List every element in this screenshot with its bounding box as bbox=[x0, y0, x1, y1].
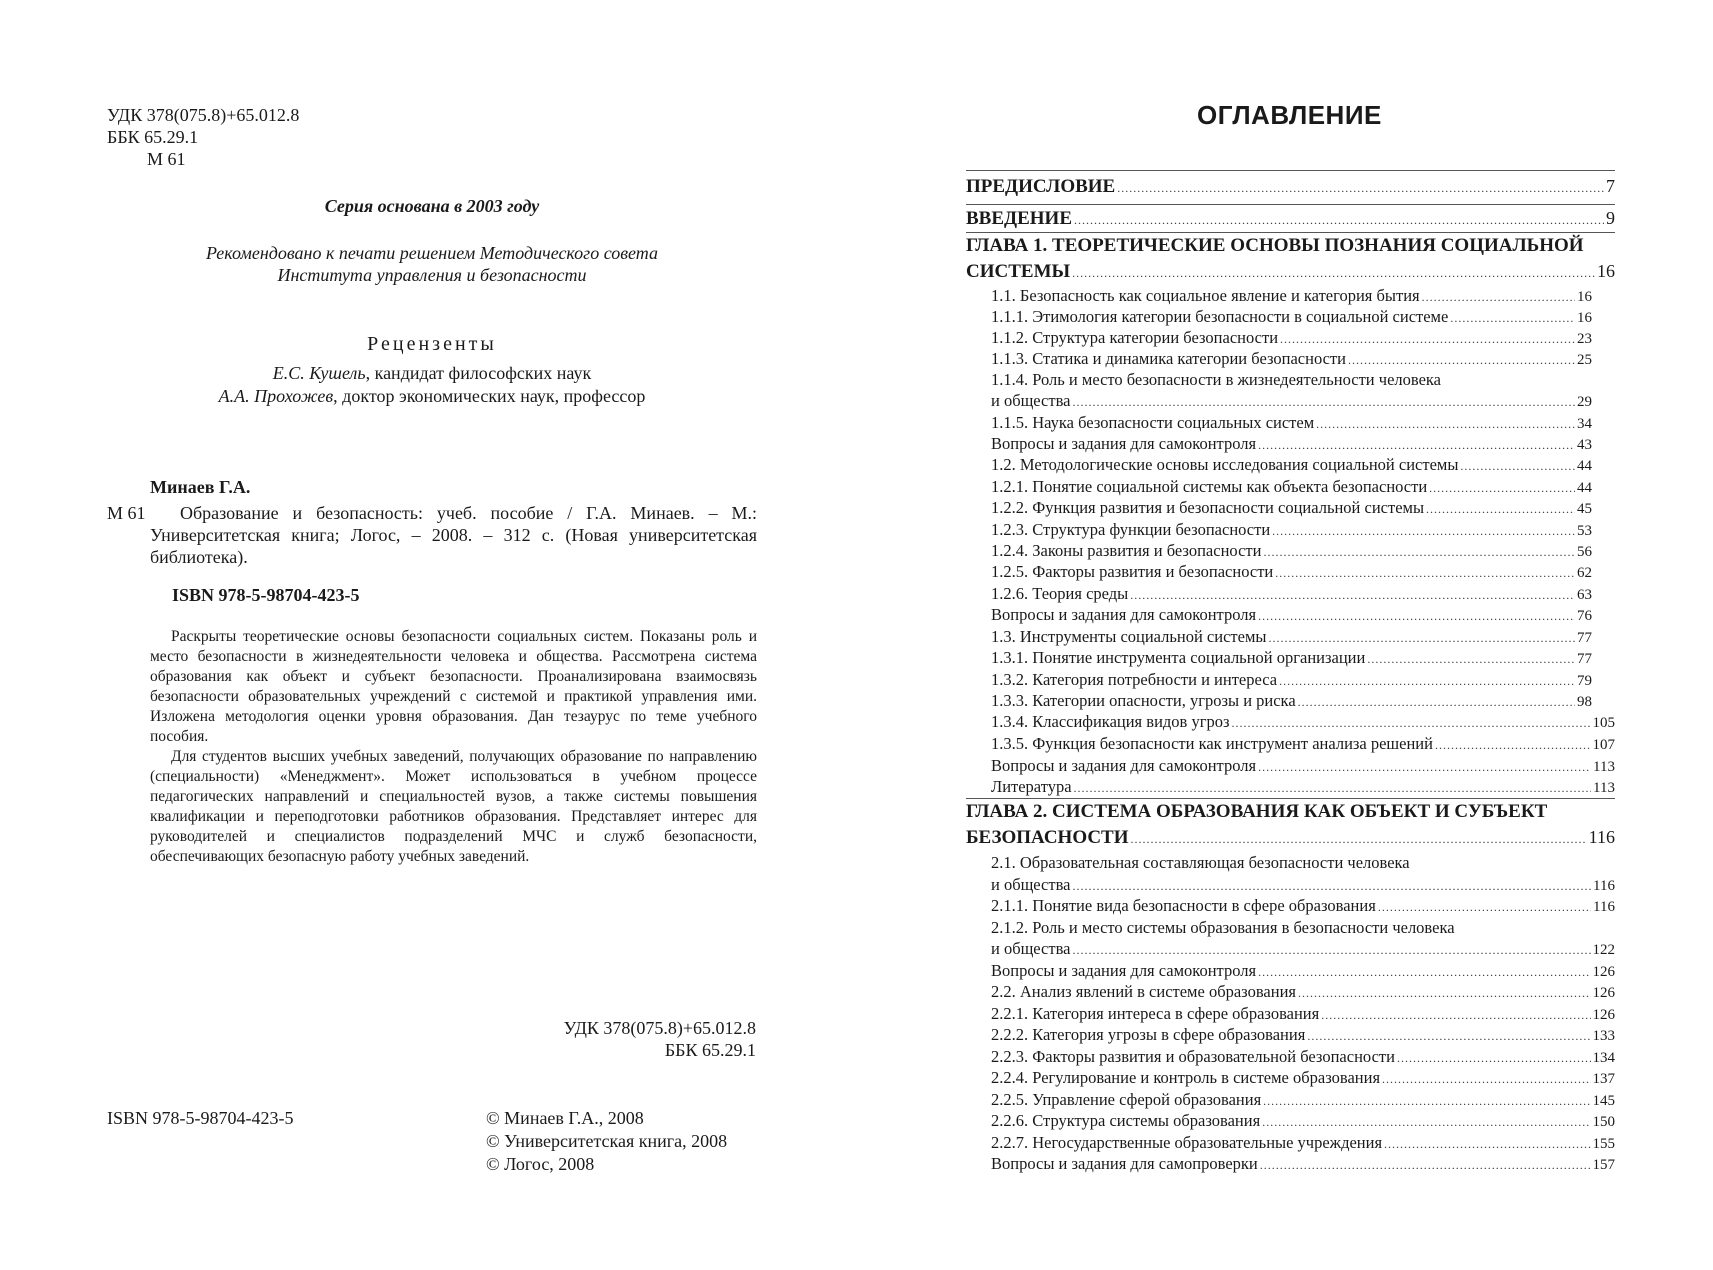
leader-dots bbox=[1260, 1155, 1591, 1176]
toc-heading: ОГЛАВЛЕНИЕ bbox=[1197, 100, 1382, 130]
recommended-line-2: Института управления и безопасности bbox=[277, 265, 587, 285]
toc-entry[interactable] bbox=[966, 827, 1615, 850]
toc-entry-title: Вопросы и задания для самоконтроля bbox=[991, 756, 1257, 775]
toc-entry-title: 2.2.7. Негосударственные образовательные учреждения bbox=[991, 1133, 1383, 1152]
toc-entry-title-line-1: 2.1. Образовательная составляющая безопасности человека bbox=[991, 853, 1410, 872]
divider bbox=[966, 232, 1615, 233]
leader-dots bbox=[1268, 628, 1575, 649]
toc-entry[interactable] bbox=[991, 626, 1592, 649]
toc-entry-page: 63 bbox=[1577, 587, 1592, 603]
toc-entry-title: ПРЕДИСЛОВИЕ bbox=[966, 176, 1116, 197]
bib-code: М 61 bbox=[107, 503, 146, 523]
bib-line-1: Образование и безопасность: учеб. пособие / Г.А. Минаев. – М.: bbox=[180, 503, 757, 523]
toc-entry-title-line-1: ГЛАВА 2. СИСТЕМА ОБРАЗОВАНИЯ КАК ОБЪЕКТ И СУБЪЕКТ bbox=[966, 801, 1548, 822]
leader-dots bbox=[1460, 456, 1575, 477]
toc-entry[interactable] bbox=[991, 1110, 1615, 1133]
toc-entry-title: 1.2.6. Теория среды bbox=[991, 584, 1129, 603]
bib-rest: Университетская книга; Логос, – 2008. – 312 с. (Новая университетская библиотека). bbox=[150, 525, 757, 567]
toc-entry[interactable] bbox=[991, 348, 1592, 371]
leader-dots bbox=[1074, 778, 1592, 799]
reviewer-1-title: , кандидат философских наук bbox=[365, 363, 592, 383]
leader-dots bbox=[1279, 671, 1575, 692]
leader-dots bbox=[1263, 542, 1575, 563]
toc-entry-page: 134 bbox=[1592, 1050, 1615, 1066]
toc-entry-title: 1.2.3. Структура функции безопасности bbox=[991, 520, 1271, 539]
toc-entry-page: 126 bbox=[1592, 985, 1615, 1001]
toc-entry-title: 1.3.3. Категории опасности, угрозы и риска bbox=[991, 691, 1296, 710]
leader-dots bbox=[1298, 692, 1575, 713]
toc-entry-page: 105 bbox=[1592, 715, 1615, 731]
toc-entry[interactable] bbox=[991, 540, 1592, 563]
toc-entry-page: 77 bbox=[1577, 651, 1592, 667]
toc-entry[interactable] bbox=[991, 1046, 1615, 1069]
leader-dots bbox=[1275, 563, 1575, 584]
author-name: Минаев Г.А. bbox=[150, 477, 251, 497]
toc-entry-title: Вопросы и задания для самоконтроля bbox=[991, 605, 1257, 624]
toc-entry-page: 137 bbox=[1592, 1071, 1615, 1087]
leader-dots bbox=[1378, 897, 1591, 918]
toc-entry-title: СИСТЕМЫ bbox=[966, 261, 1071, 282]
toc-entry-title: 1.1.5. Наука безопасности социальных систем bbox=[991, 413, 1315, 432]
divider bbox=[966, 170, 1615, 171]
toc-entry-title: 2.2.4. Регулирование и контроль в системе образования bbox=[991, 1068, 1381, 1087]
toc-entry-title: Вопросы и задания для самопроверки bbox=[991, 1154, 1258, 1173]
toc-entry-page: 116 bbox=[1593, 899, 1615, 915]
leader-dots bbox=[1426, 499, 1575, 520]
toc-entry-title-line-1: 1.1.4. Роль и место безопасности в жизнедеятельности человека bbox=[991, 370, 1441, 389]
toc-entry-title: 1.1.2. Структура категории безопасности bbox=[991, 328, 1279, 347]
toc-entry-page: 122 bbox=[1592, 942, 1615, 958]
toc-entry-title: 2.2.1. Категория интереса в сфере образования bbox=[991, 1004, 1320, 1023]
bibliographic-record bbox=[107, 502, 757, 568]
toc-entry-title-line-1: ГЛАВА 1. ТЕОРЕТИЧЕСКИЕ ОСНОВЫ ПОЗНАНИЯ СОЦИАЛЬНОЙ bbox=[966, 235, 1584, 256]
toc-entry-page: 44 bbox=[1577, 458, 1592, 474]
toc-entry[interactable] bbox=[966, 261, 1615, 284]
toc-entry-page: 155 bbox=[1592, 1136, 1615, 1152]
toc-entry[interactable] bbox=[991, 1089, 1615, 1112]
leader-dots bbox=[1450, 308, 1575, 329]
toc-entry[interactable] bbox=[991, 583, 1592, 606]
series-note: Серия основана в 2003 году bbox=[324, 196, 540, 216]
toc-entry-page: 43 bbox=[1577, 437, 1592, 453]
leader-dots bbox=[1397, 1048, 1591, 1069]
toc-entry-title: и общества bbox=[991, 391, 1071, 410]
toc-entry-page: 113 bbox=[1593, 759, 1615, 775]
toc-entry-page: 157 bbox=[1592, 1157, 1615, 1173]
toc-entry[interactable] bbox=[991, 497, 1592, 520]
toc-entry[interactable] bbox=[991, 895, 1615, 918]
bbk-code: ББК 65.29.1 bbox=[107, 127, 199, 147]
leader-dots bbox=[1272, 521, 1575, 542]
toc-entry-page: 23 bbox=[1577, 331, 1592, 347]
toc-entry-title: 1.2.5. Факторы развития и безопасности bbox=[991, 562, 1274, 581]
toc-entry[interactable] bbox=[991, 306, 1592, 329]
divider bbox=[966, 204, 1615, 205]
leader-dots bbox=[1422, 287, 1575, 308]
reviewer-2-title: , доктор экономических наук, профессор bbox=[333, 386, 646, 406]
toc-entry-title: 1.1. Безопасность как социальное явление и категория бытия bbox=[991, 286, 1420, 305]
toc-entry-title: 2.2. Анализ явлений в системе образования bbox=[991, 982, 1296, 1001]
toc-entry[interactable] bbox=[991, 938, 1615, 961]
toc-entry-page: 7 bbox=[1606, 176, 1615, 196]
bottom-udk: УДК 378(075.8)+65.012.8 bbox=[563, 1018, 756, 1038]
toc-entry-title: ВВЕДЕНИЕ bbox=[966, 208, 1072, 229]
recommended-line-1: Рекомендовано к печати решением Методического совета bbox=[205, 243, 659, 263]
toc-entry-title: 1.2.1. Понятие социальной системы как объекта безопасности bbox=[991, 477, 1428, 496]
leader-dots bbox=[1074, 210, 1604, 231]
leader-dots bbox=[1263, 1091, 1590, 1112]
leader-dots bbox=[1321, 1005, 1590, 1026]
toc-entry-page: 16 bbox=[1577, 289, 1592, 305]
toc-entry-title: 2.2.2. Категория угрозы в сфере образования bbox=[991, 1025, 1306, 1044]
toc-entry-page: 25 bbox=[1577, 352, 1592, 368]
toc-entry[interactable] bbox=[991, 1067, 1615, 1090]
leader-dots bbox=[1258, 435, 1575, 456]
divider bbox=[966, 798, 1615, 799]
leader-dots bbox=[1072, 392, 1575, 413]
abstract bbox=[150, 627, 757, 867]
toc-entry[interactable] bbox=[991, 1153, 1615, 1176]
toc-entry-page: 116 bbox=[1588, 827, 1615, 847]
toc-entry[interactable] bbox=[991, 1024, 1615, 1047]
toc-entry[interactable] bbox=[966, 208, 1615, 231]
leader-dots bbox=[1258, 962, 1590, 983]
leader-dots bbox=[1367, 649, 1575, 670]
leader-dots bbox=[1307, 1026, 1590, 1047]
toc-entry[interactable] bbox=[991, 776, 1615, 799]
toc-entry[interactable] bbox=[991, 755, 1615, 778]
toc-entry-title: Вопросы и задания для самоконтроля bbox=[991, 434, 1257, 453]
toc-entry-page: 98 bbox=[1577, 694, 1592, 710]
toc-entry-page: 29 bbox=[1577, 394, 1592, 410]
toc-entry-page: 113 bbox=[1593, 780, 1615, 796]
toc-entry-title: 1.2. Методологические основы исследования социальной системы bbox=[991, 455, 1459, 474]
toc-entry-title-line-1: 2.1.2. Роль и место системы образования в безопасности человека bbox=[991, 918, 1455, 937]
toc-entry-page: 45 bbox=[1577, 501, 1592, 517]
toc-entry-page: 126 bbox=[1592, 964, 1615, 980]
toc-entry-title: и общества bbox=[991, 939, 1071, 958]
leader-dots bbox=[1258, 606, 1575, 627]
toc-entry-page: 16 bbox=[1577, 310, 1592, 326]
toc-entry[interactable] bbox=[991, 711, 1615, 734]
abstract-paragraph-1: Раскрыты теоретические основы безопасности социальных систем. Показаны роль и место безопасности в жизнедеятельности человека и общества. Рассмотрена система образования как объект и субъект безопасности. Проанализирована взаимосвязь безопасности образовательных учреждений с системой и практикой управления ими. Изложена методология оценки уровня образования. Дан тезаурус по теме учебного пособия. bbox=[150, 628, 757, 745]
toc-entry[interactable] bbox=[991, 327, 1592, 350]
toc-entry[interactable] bbox=[991, 874, 1615, 897]
toc-entry-title: 1.3.5. Функция безопасности как инструмент анализа решений bbox=[991, 734, 1433, 753]
leader-dots bbox=[1429, 478, 1575, 499]
toc-entry-title: 1.2.2. Функция развития и безопасности социальной системы bbox=[991, 498, 1425, 517]
toc-entry-title: 2.1.1. Понятие вида безопасности в сфере образования bbox=[991, 896, 1376, 915]
toc-entry[interactable] bbox=[991, 519, 1592, 542]
toc-entry-page: 53 bbox=[1577, 523, 1592, 539]
reviewer-1 bbox=[107, 362, 757, 384]
toc-entry[interactable] bbox=[966, 176, 1615, 199]
toc-entry-page: 77 bbox=[1577, 630, 1592, 646]
toc-entry-title: Литература bbox=[991, 777, 1072, 796]
toc-entry-page: 76 bbox=[1577, 608, 1592, 624]
copyright-publisher: © Университетская книга, 2008 bbox=[486, 1131, 728, 1151]
toc-entry[interactable] bbox=[991, 412, 1592, 435]
toc-entry-title: 1.1.3. Статика и динамика категории безопасности bbox=[991, 349, 1346, 368]
toc-entry[interactable] bbox=[991, 561, 1592, 584]
author-mark: М 61 bbox=[147, 149, 186, 169]
leader-dots bbox=[1435, 735, 1591, 756]
toc-entry-page: 34 bbox=[1577, 416, 1592, 432]
toc-entry[interactable] bbox=[991, 604, 1592, 627]
leader-dots bbox=[1316, 414, 1575, 435]
leader-dots bbox=[1298, 983, 1591, 1004]
leader-dots bbox=[1384, 1134, 1590, 1155]
toc-entry-page: 150 bbox=[1592, 1114, 1615, 1130]
toc-entry-title: 2.2.3. Факторы развития и образовательной безопасности bbox=[991, 1047, 1395, 1066]
toc-entry-title: 1.3. Инструменты социальной системы bbox=[991, 627, 1267, 646]
toc-entry[interactable] bbox=[991, 1132, 1615, 1155]
toc-entry[interactable] bbox=[991, 647, 1592, 670]
toc-entry-page: 133 bbox=[1592, 1028, 1615, 1044]
leader-dots bbox=[1130, 585, 1575, 606]
toc-entry-page: 56 bbox=[1577, 544, 1592, 560]
toc-entry-page: 62 bbox=[1577, 565, 1592, 581]
leader-dots bbox=[1258, 757, 1591, 778]
toc-entry-title: 2.2.5. Управление сферой образования bbox=[991, 1090, 1262, 1109]
leader-dots bbox=[1072, 940, 1590, 961]
toc-entry-title: 2.2.6. Структура системы образования bbox=[991, 1111, 1261, 1130]
toc-entry-title: 1.2.4. Законы развития и безопасности bbox=[991, 541, 1262, 560]
bottom-bbk: ББК 65.29.1 bbox=[664, 1040, 756, 1060]
leader-dots bbox=[1232, 713, 1591, 734]
reviewer-2-name: А.А. Прохожев bbox=[218, 386, 334, 406]
toc-entry[interactable] bbox=[991, 285, 1592, 308]
copyright-author: © Минаев Г.А., 2008 bbox=[486, 1108, 644, 1128]
toc-entry-title: и общества bbox=[991, 875, 1071, 894]
toc-entry-title: 1.1.1. Этимология категории безопасности в социальной системе bbox=[991, 307, 1449, 326]
toc-entry-page: 44 bbox=[1577, 480, 1592, 496]
copyright-logos: © Логос, 2008 bbox=[486, 1154, 595, 1174]
toc-entry[interactable] bbox=[991, 690, 1592, 713]
leader-dots bbox=[1382, 1069, 1590, 1090]
isbn-bold: ISBN 978-5-98704-423-5 bbox=[172, 585, 360, 605]
toc-entry-page: 79 bbox=[1577, 673, 1592, 689]
reviewer-2 bbox=[107, 385, 757, 407]
toc-entry[interactable] bbox=[991, 733, 1615, 756]
toc-entry[interactable] bbox=[991, 981, 1615, 1004]
toc-entry[interactable] bbox=[991, 476, 1592, 499]
leader-dots bbox=[1072, 263, 1595, 284]
leader-dots bbox=[1117, 178, 1604, 199]
toc-entry[interactable] bbox=[991, 390, 1592, 413]
toc-entry[interactable] bbox=[991, 454, 1592, 477]
toc-entry-page: 126 bbox=[1592, 1007, 1615, 1023]
leader-dots bbox=[1348, 350, 1575, 371]
toc-entry-page: 145 bbox=[1592, 1093, 1615, 1109]
toc-entry-title: 1.3.4. Классификация видов угроз bbox=[991, 712, 1230, 731]
toc-entry-page: 16 bbox=[1597, 261, 1615, 281]
udk-code: УДК 378(075.8)+65.012.8 bbox=[107, 105, 300, 125]
reviewers-title: Рецензенты bbox=[367, 333, 497, 355]
leader-dots bbox=[1262, 1112, 1590, 1133]
leader-dots bbox=[1072, 876, 1591, 897]
toc-entry[interactable] bbox=[991, 1003, 1615, 1026]
toc-entry-page: 9 bbox=[1606, 208, 1615, 228]
abstract-paragraph-2: Для студентов высших учебных заведений, получающих образование по направлению (специальности) «Менеджмент». Может использоваться в учебном процессе педагогических направлений и специальностей вузов, а также системы повышения квалификации и переподготовки работников образования. Представляет интерес для руководителей и специалистов подразделений МЧС и служб безопасности, обеспечивающих безопасную работу учебных заведений. bbox=[150, 748, 757, 865]
leader-dots bbox=[1280, 329, 1575, 350]
isbn-plain: ISBN 978-5-98704-423-5 bbox=[107, 1108, 294, 1128]
toc-entry[interactable] bbox=[991, 433, 1592, 456]
toc-entry[interactable] bbox=[991, 960, 1615, 983]
reviewer-1-name: Е.С. Кушель bbox=[272, 363, 366, 383]
leader-dots bbox=[1131, 829, 1587, 850]
toc-entry-page: 116 bbox=[1593, 878, 1615, 894]
toc-entry[interactable] bbox=[991, 669, 1592, 692]
toc-entry-title: 1.3.1. Понятие инструмента социальной организации bbox=[991, 648, 1366, 667]
toc-entry-page: 107 bbox=[1592, 737, 1615, 753]
toc-entry-title: БЕЗОПАСНОСТИ bbox=[966, 827, 1129, 848]
toc-entry-title: 1.3.2. Категория потребности и интереса bbox=[991, 670, 1278, 689]
toc-entry-title: Вопросы и задания для самоконтроля bbox=[991, 961, 1257, 980]
